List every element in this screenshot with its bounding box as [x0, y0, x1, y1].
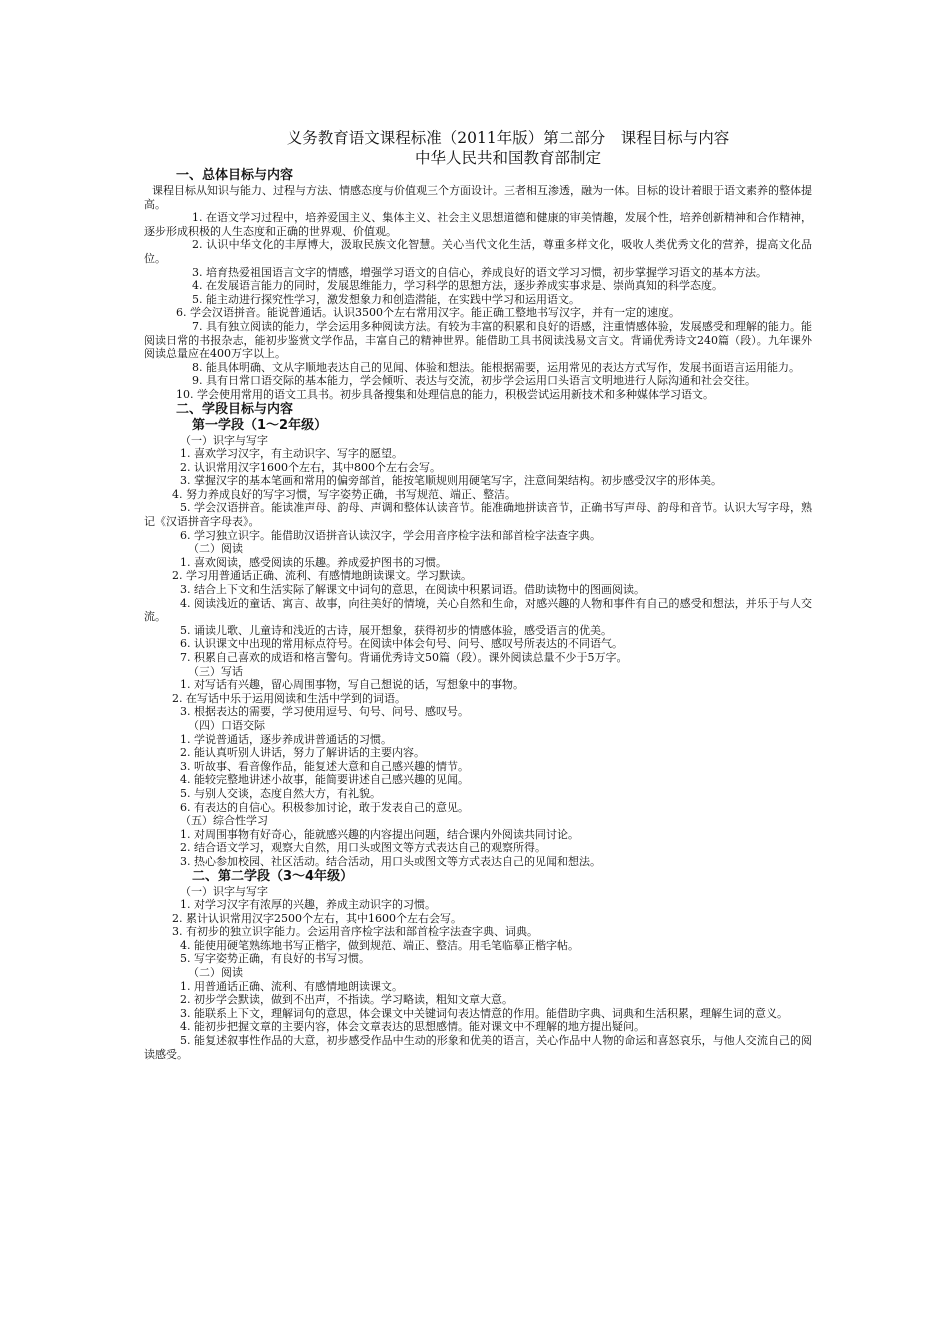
list-item: 6. 学习独立识字。能借助汉语拼音认读汉字，学会用音序检字法和部首检字法查字典。	[180, 528, 601, 542]
list-item: 6. 有表达的自信心。积极参加讨论，敢于发表自己的意见。	[180, 800, 469, 814]
paragraph: 4. 在发展语言能力的同时，发展思维能力，学习科学的思想方法，逐步养成实事求是、崇尚真知的科学态度。	[192, 279, 723, 293]
list-item: 5. 能复述叙事性作品的大意，初步感受作品中生动的形象和优美的语言，关心作品中人物的命运和喜怒哀乐，与他人交流自己的阅读感受。	[144, 1034, 812, 1061]
section-heading-overall: 一、总体目标与内容	[176, 168, 294, 183]
paragraph: 5. 能主动进行探究性学习，激发想象力和创造潜能，在实践中学习和运用语文。	[192, 292, 580, 306]
subsection-heading: （二）阅读	[188, 542, 243, 556]
list-item: 3. 能联系上下文，理解词句的意思，体会课文中关键词句表达情意的作用。能借助字典、词典和生活积累，理解生词的意义。	[180, 1006, 788, 1020]
paragraph: 6. 学会汉语拼音。能说普通话。认识3500个左右常用汉字。能正确工整地书写汉字，并有一定的速度。	[176, 306, 680, 320]
list-item: 4. 能较完整地讲述小故事，能简要讲述自己感兴趣的见闻。	[180, 773, 469, 787]
paragraph: 9. 具有日常口语交际的基本能力，学会倾听、表达与交流，初步学会运用口头语言文明地进行人际沟通和社会交往。	[192, 374, 756, 388]
list-item: 7. 积累自己喜欢的成语和格言警句。背诵优秀诗文50篇（段）。课外阅读总量不少于5万字。	[180, 651, 628, 664]
list-item: 3. 根据表达的需要，学习使用逗号、句号、问号、感叹号。	[180, 705, 469, 719]
stage-heading: 二、第二学段（3～4年级）	[192, 868, 354, 884]
paragraph: 8. 能具体明确、文从字顺地表达自己的见闻、体验和想法。能根据需要，运用常见的表达方式写作，发展书面语言运用能力。	[192, 360, 800, 374]
subsection-heading: （五）综合性学习	[180, 814, 268, 828]
list-item: 4. 能初步把握文章的主要内容，体会文章表达的思想感情。能对课文中不理解的地方提出疑问。	[180, 1020, 645, 1034]
paragraph: 课程目标从知识与能力、过程与方法、情感态度与价值观三个方面设计。三者相互渗透，融为一体。目标的设计着眼于语文素养的整体提高。	[144, 184, 812, 211]
stage-heading: 第一学段（1～2年级）	[192, 417, 328, 433]
list-item: 5. 诵读儿歌、儿童诗和浅近的古诗，展开想象，获得初步的情感体验，感受语言的优美。	[180, 623, 612, 637]
list-item: 1. 喜欢学习汉字，有主动识字、写字的愿望。	[180, 447, 403, 461]
subsection-heading: （一）识字与写字	[180, 884, 268, 898]
list-item: 2. 结合语文学习，观察大自然，用口头或图文等方式表达自己的观察所得。	[180, 841, 546, 855]
list-item: 4. 能使用硬笔熟练地书写正楷字，做到规范、端正、整洁。用毛笔临摹正楷字帖。	[180, 938, 579, 952]
list-item: 5. 与别人交谈，态度自然大方，有礼貌。	[180, 786, 381, 800]
list-item: 4. 努力养成良好的写字习惯，写字姿势正确，书写规范、端正、整洁。	[172, 487, 516, 501]
document-title: 义务教育语文课程标准（2011年版）第二部分 课程目标与内容	[286, 129, 730, 147]
list-item: 5. 写字姿势正确，有良好的书写习惯。	[180, 952, 370, 966]
subsection-heading: （一）识字与写字	[180, 433, 268, 447]
paragraph: 2. 认识中华文化的丰厚博大，汲取民族文化智慧。关心当代文化生活，尊重多样文化，吸收人类优秀文化的营养，提高文化品位。	[144, 238, 812, 265]
list-item: 3. 听故事、看音像作品，能复述大意和自己感兴趣的情节。	[180, 759, 469, 773]
list-item: 3. 有初步的独立识字能力。会运用音序检字法和部首检字法查字典、词典。	[172, 925, 538, 939]
list-item: 1. 喜欢阅读，感受阅读的乐趣。养成爱护图书的习惯。	[180, 555, 447, 569]
list-item: 1. 学说普通话，逐步养成讲普通话的习惯。	[180, 732, 392, 746]
subsection-heading: （四）口语交际	[188, 718, 265, 732]
document-issuer: 中华人民共和国教育部制定	[414, 149, 601, 167]
section-heading-stages: 二、学段目标与内容	[176, 401, 294, 417]
paragraph: 3. 培育热爱祖国语言文字的情感，增强学习语文的自信心，养成良好的语文学习习惯，初步掌握学习语文的基本方法。	[192, 265, 767, 279]
paragraph: 7. 具有独立阅读的能力，学会运用多种阅读方法。有较为丰富的积累和良好的语感，注重情感体验，发展感受和理解的能力。能阅读日常的书报杂志，能初步鉴赏文学作品，丰富自己的精神世界。能借助工具书阅读浅易文言文。背诵优秀诗文240篇（段）。九年课外阅读总量应在400万字以上。	[144, 319, 812, 361]
paragraph: 1. 在语文学习过程中，培养爱国主义、集体主义、社会主义思想道德和健康的审美情趣，发展个性，培养创新精神和合作精神，逐步形成积极的人生态度和正确的世界观、价值观。	[144, 211, 812, 238]
list-item: 3. 结合上下文和生活实际了解课文中词句的意思，在阅读中积累词语。借助读物中的图画阅读。	[180, 583, 645, 597]
list-item: 6. 认识课文中出现的常用标点符号。在阅读中体会句号、问号、感叹号所表达的不同语气。	[180, 637, 623, 651]
list-item: 2. 初步学会默读，做到不出声，不指读。学习略读，粗知文章大意。	[180, 993, 513, 1007]
list-item: 3. 热心参加校园、社区活动。结合活动，用口头或图文等方式表达自己的见闻和想法。	[180, 854, 601, 868]
subsection-heading: （二）阅读	[188, 966, 243, 980]
list-item: 4. 阅读浅近的童话、寓言、故事，向往美好的情境，关心自然和生命，对感兴趣的人物和事件有自己的感受和想法，并乐于与人交流。	[144, 596, 812, 624]
list-item: 2. 学习用普通话正确、流利、有感情地朗读课文。学习默读。	[172, 569, 472, 583]
list-item: 1. 对学习汉字有浓厚的兴趣，养成主动识字的习惯。	[180, 898, 436, 912]
list-item: 2. 能认真听别人讲话，努力了解讲话的主要内容。	[180, 746, 425, 760]
list-item: 1. 用普通话正确、流利、有感情地朗读课文。	[180, 979, 403, 993]
list-item: 5. 学会汉语拼音。能读准声母、韵母、声调和整体认读音节。能准确地拼读音节，正确书写声母、韵母和音节。认识大写字母，熟记《汉语拼音字母表》。	[144, 501, 812, 529]
list-item: 2. 认识常用汉字1600个左右，其中800个左右会写。	[180, 460, 441, 474]
list-item: 2. 在写话中乐于运用阅读和生活中学到的词语。	[172, 691, 406, 705]
document-page	[144, 128, 812, 1061]
list-item: 1. 对写话有兴趣，留心周围事物，写自己想说的话，写想象中的事物。	[180, 678, 524, 692]
list-item: 1. 对周围事物有好奇心，能就感兴趣的内容提出问题，结合课内外阅读共同讨论。	[180, 827, 579, 841]
list-item: 3. 掌握汉字的基本笔画和常用的偏旁部首，能按笔顺规则用硬笔写字，注意间架结构。初步感受汉字的形体美。	[180, 474, 722, 488]
paragraph: 10. 学会使用常用的语文工具书。初步具备搜集和处理信息的能力，积极尝试运用新技术和多种媒体学习语文。	[176, 387, 714, 401]
list-item: 2. 累计认识常用汉字2500个左右，其中1600个左右会写。	[172, 911, 462, 925]
subsection-heading: （三）写话	[188, 664, 243, 678]
